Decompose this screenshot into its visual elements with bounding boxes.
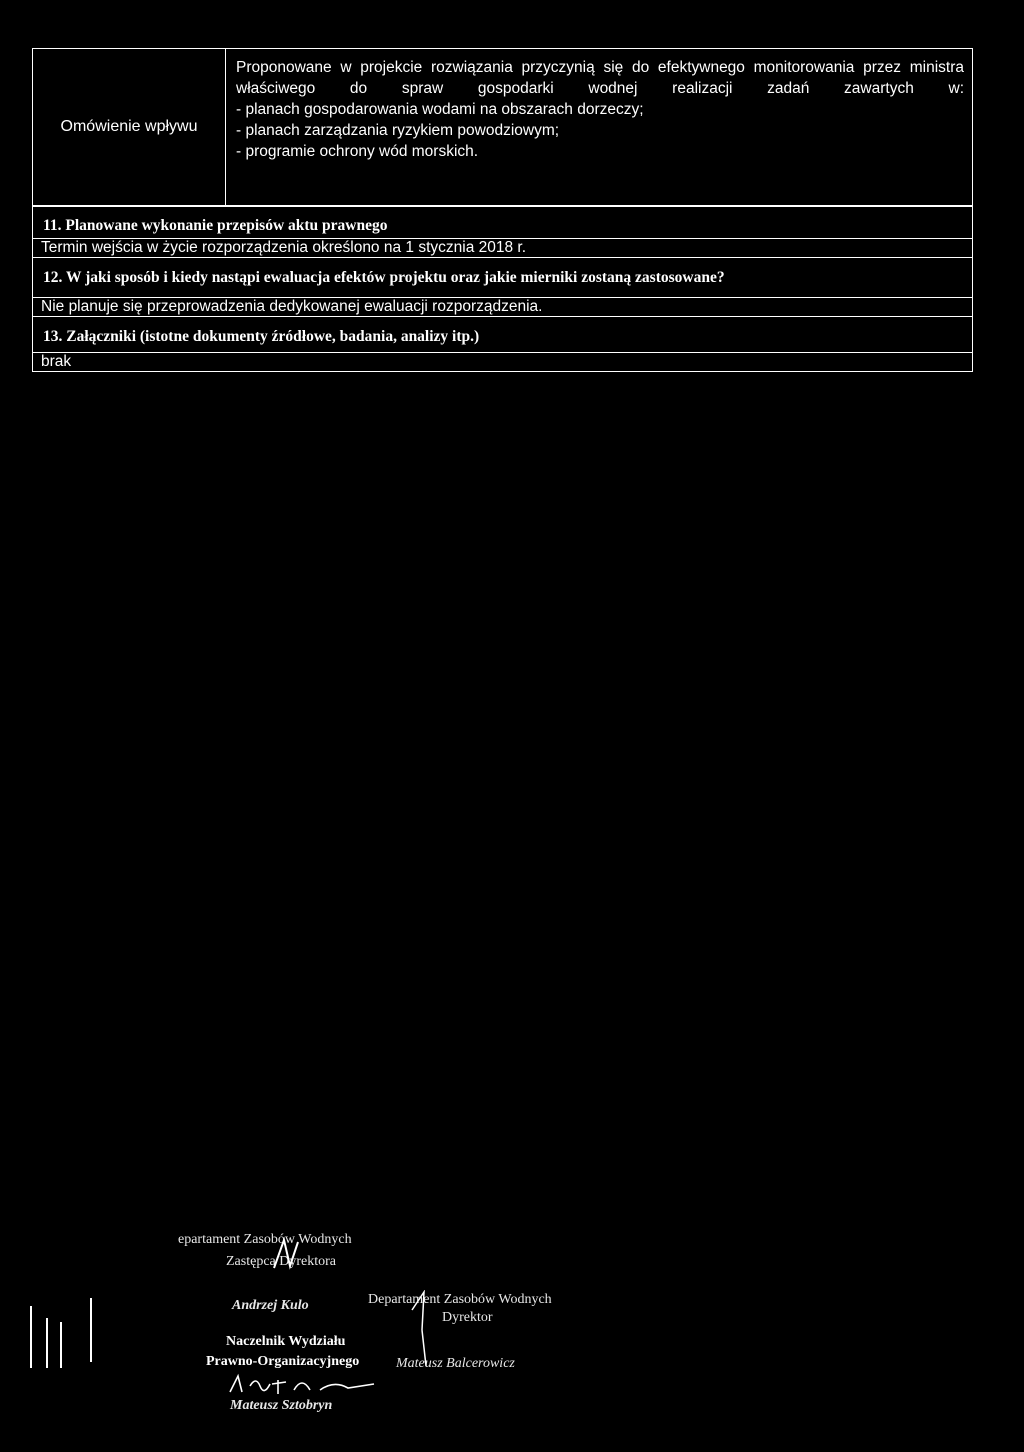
stamp-chief-title: Naczelnik Wydziału bbox=[226, 1334, 346, 1349]
signatory-name-right: Mateusz Balcerowicz bbox=[396, 1356, 515, 1371]
signatory-name-bottom: Mateusz Sztobryn bbox=[230, 1398, 333, 1413]
signatory-name-left: Andrzej Kulo bbox=[232, 1298, 309, 1313]
section-12-heading: 12. W jaki sposób i kiedy nastąpi ewaluacja efektów projektu oraz jakie mierniki zostaną zastosowane? bbox=[32, 258, 973, 298]
margin-line bbox=[30, 1306, 32, 1368]
impact-table bbox=[32, 48, 973, 206]
section-13-heading: 13. Załączniki (istotne dokumenty źródłowe, badania, analizy itp.) bbox=[32, 317, 973, 353]
section-11-answer: Termin wejścia w życie rozporządzenia określono na 1 stycznia 2018 r. bbox=[32, 239, 973, 258]
margin-line bbox=[46, 1318, 48, 1368]
section-11-heading: 11. Planowane wykonanie przepisów aktu prawnego bbox=[32, 206, 973, 239]
margin-line bbox=[90, 1298, 92, 1362]
handwritten-signature bbox=[224, 1370, 394, 1400]
signature-stroke bbox=[408, 1290, 438, 1370]
impact-paragraph: Proponowane w projekcie rozwiązania przyczynią się do efektywnego monitorowania przez ministra właściwego do spraw gospodarki wodnej realizacji zadań zawartych w: bbox=[236, 59, 964, 97]
impact-label: Omówienie wpływu bbox=[33, 49, 226, 205]
margin-line bbox=[60, 1322, 62, 1368]
section-13-answer: brak bbox=[32, 353, 973, 372]
stamp-department: epartament Zasobów Wodnych bbox=[178, 1232, 352, 1247]
impact-item: - planach zarządzania ryzykiem powodziowym; bbox=[236, 122, 560, 139]
stamp-chief-division: Prawno-Organizacyjnego bbox=[206, 1354, 360, 1369]
stamp-director-title: Dyrektor bbox=[442, 1310, 493, 1325]
section-12-answer: Nie planuje się przeprowadzenia dedykowanej ewaluacji rozporządzenia. bbox=[32, 298, 973, 317]
stamp-deputy-title: Zastępca Dyrektora bbox=[226, 1254, 336, 1269]
stamp-department-right: Departament Zasobów Wodnych bbox=[368, 1292, 552, 1307]
impact-description bbox=[236, 57, 964, 162]
impact-item: - planach gospodarowania wodami na obszarach dorzeczy; bbox=[236, 101, 644, 118]
impact-item: - programie ochrony wód morskich. bbox=[236, 143, 479, 160]
signature-mark bbox=[270, 1236, 310, 1272]
